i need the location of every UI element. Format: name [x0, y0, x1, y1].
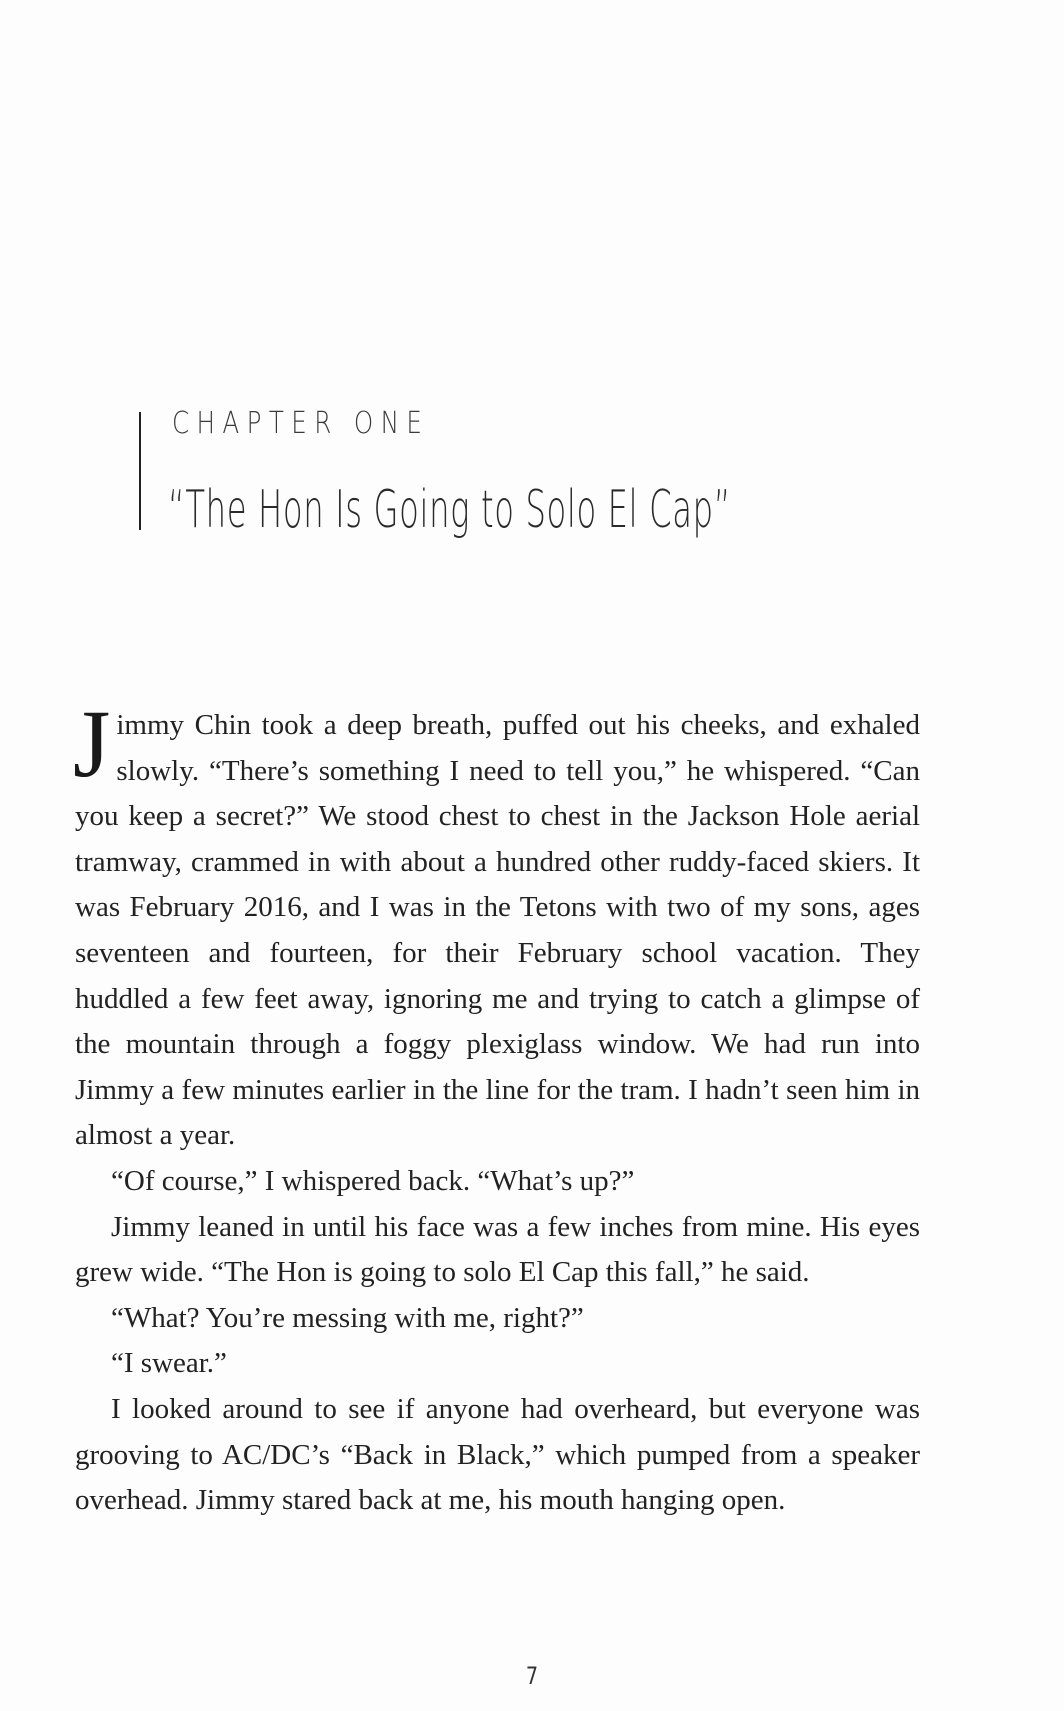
paragraph: “I swear.”: [111, 1347, 227, 1380]
chapter-label: CHAPTER ONE: [172, 406, 430, 441]
chapter-body: [73, 690, 920, 1524]
page-number: 7: [525, 1662, 539, 1690]
paragraph-text: immy Chin took a deep breath, puffed out his cheeks, and exhaled slowly. “There’s something I need to tell you,” he whispered. “Can you keep a secret?” We stood chest to chest in the Jackson Hole aerial tramway, crammed in with about a hundred other ruddy-faced skiers. It was February 2016, and I was in the Tetons with two of my sons, ages seventeen and fourteen, for their February school vacation. They huddled a few feet away, ignoring me and trying to catch a glimpse of the mountain through a foggy plexiglass window. We had run into Jimmy a few minutes earlier in the line for the tram. I hadn’t seen him in almost a year.: [75, 709, 920, 1152]
chapter-divider-bar: [139, 412, 141, 530]
drop-cap: J: [73, 690, 111, 797]
paragraph: Jimmy leaned in until his face was a few inches from mine. His eyes grew wide. “The Hon is going to solo El Cap this fall,” he said.: [75, 1210, 920, 1289]
paragraph: “Of course,” I whispered back. “What’s up?”: [111, 1164, 635, 1197]
paragraph: [73, 690, 920, 1159]
paragraph: I looked around to see if anyone had overheard, but everyone was grooving to AC/DC’s “Back in Black,” which pumped from a speaker overhead. Jimmy stared back at me, his mouth hanging open.: [75, 1392, 920, 1517]
paragraph: “What? You’re messing with me, right?”: [111, 1301, 584, 1334]
chapter-title: “The Hon Is Going to Solo El Cap”: [168, 480, 732, 540]
